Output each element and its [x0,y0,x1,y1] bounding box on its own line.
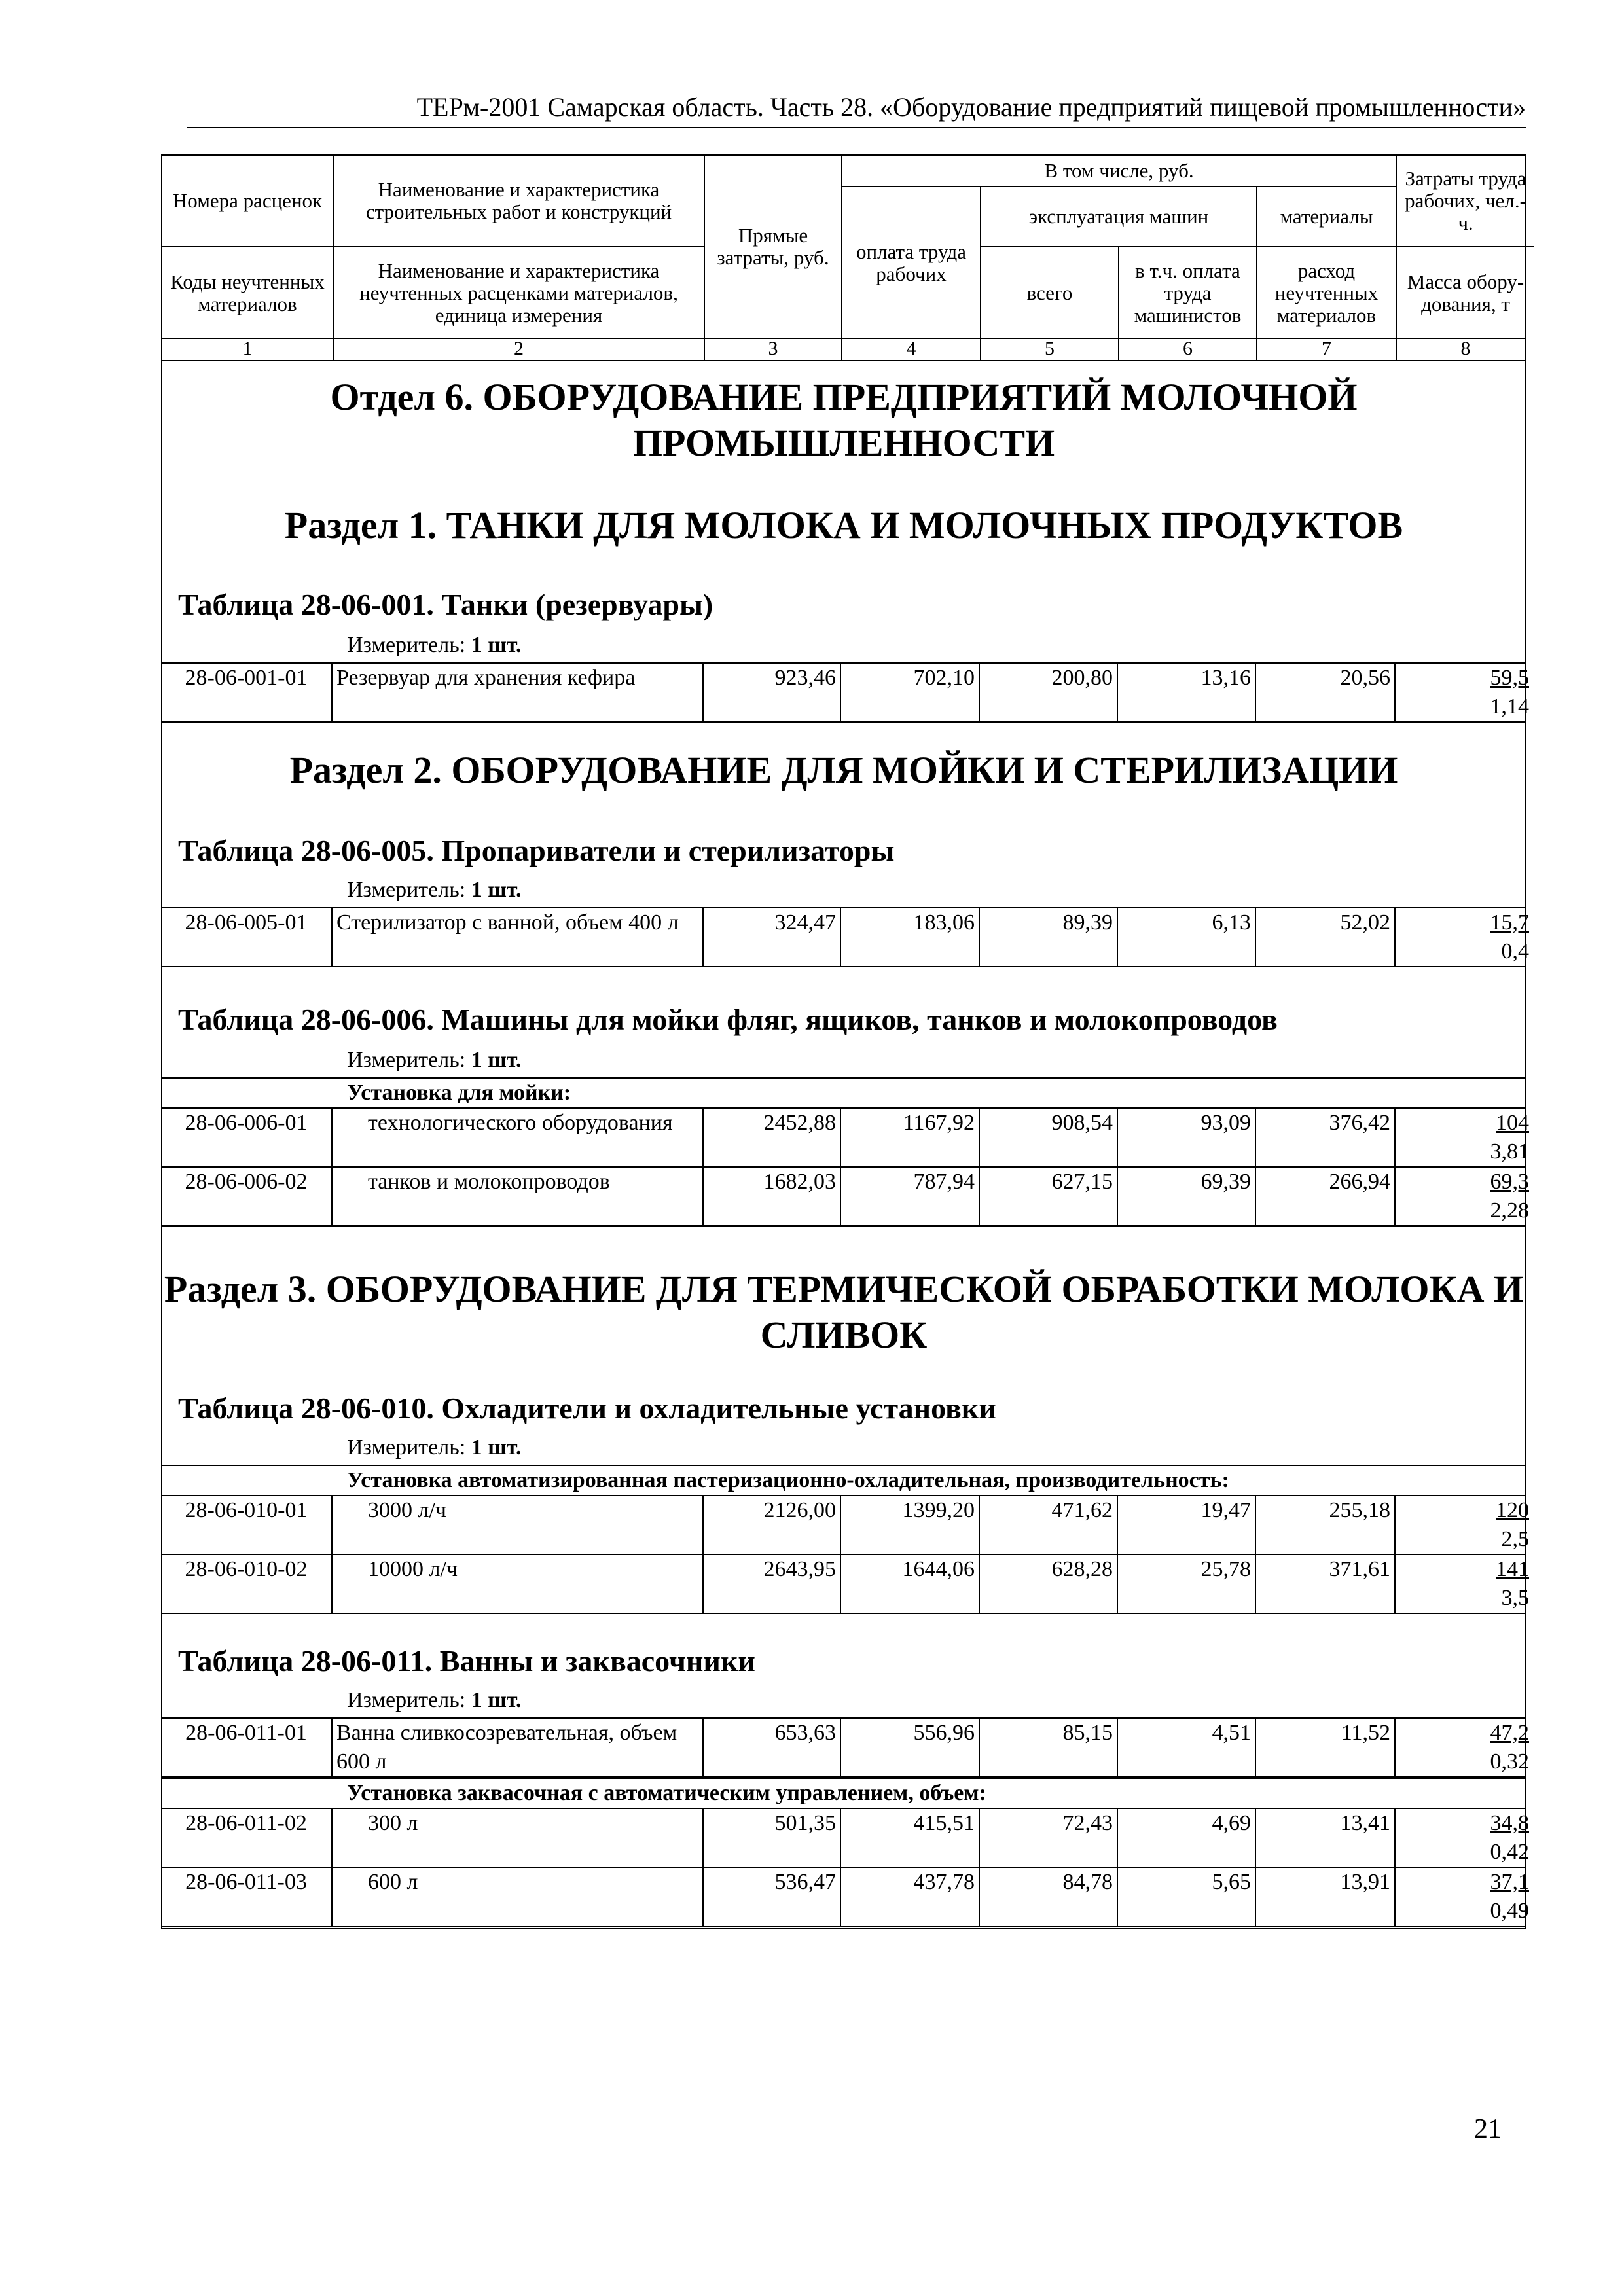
section-1-title: Раздел 1. ТАНКИ ДЛЯ МОЛОКА И МОЛОЧНЫХ ПРОДУКТОВ [284,504,1403,547]
column-number: 7 [1257,338,1397,360]
worker-wages: 1167,92 [841,1109,980,1166]
rate-name: Резервуар для хранения кефира [333,664,704,721]
operator-wages: 6,13 [1118,908,1256,966]
direct-costs: 923,46 [704,664,841,721]
header-work-name: Наименование и характеристика строительных работ и конструкций [334,156,705,247]
direct-costs: 1682,03 [704,1168,841,1225]
table-011-rows [161,1717,1529,1927]
table-011-title: Таблица 28-06-011. Ванны и заквасочники [178,1644,755,1677]
table-row [161,1719,1529,1778]
equipment-mass: 0,49 [1490,1899,1529,1923]
labor-and-mass [1396,1555,1533,1613]
operator-wages: 93,09 [1118,1109,1256,1166]
group-heading: Установка заквасочная с автоматическим управлением, объем: [161,1778,1526,1809]
materials-cost: 266,94 [1256,1168,1396,1225]
header-including: В том числе, руб. [842,156,1397,187]
worker-wages: 556,96 [841,1719,980,1776]
header-labor-costs: Затраты труда рабочих, чел.-ч. [1397,156,1534,247]
direct-costs: 653,63 [704,1719,841,1776]
header-machines-total: всего [981,247,1119,339]
group-heading: Установка для мойки: [161,1079,1526,1109]
machines-total: 908,54 [980,1109,1118,1166]
measure-unit: Измеритель: 1 шт. [347,1435,522,1460]
measure-unit: Измеритель: 1 шт. [347,1688,522,1712]
labor-and-mass [1396,1809,1533,1867]
header-material-codes: Коды неучтенных материалов [162,247,334,339]
header-material-consumption: расход неучтенных материалов [1257,247,1397,339]
header-direct-costs: Прямые затраты, руб. [705,156,842,339]
table-row [161,1168,1529,1225]
rate-name: Ванна сливкосозревательная, объем 600 л [333,1719,704,1776]
worker-wages: 1399,20 [841,1496,980,1554]
rate-code: 28-06-011-01 [161,1719,333,1776]
measure-unit: Измеритель: 1 шт. [347,1048,522,1072]
machines-total: 72,43 [980,1809,1118,1867]
worker-wages: 437,78 [841,1868,980,1926]
rate-code: 28-06-011-03 [161,1868,333,1926]
column-numbers [161,338,1526,361]
header-operator-wages: в т.ч. оплата труда машинистов [1119,247,1257,339]
rate-name: технологического оборудования [333,1109,704,1166]
machines-total: 85,15 [980,1719,1118,1776]
operator-wages: 25,78 [1118,1555,1256,1613]
section-2-title: Раздел 2. ОБОРУДОВАНИЕ ДЛЯ МОЙКИ И СТЕРИЛИЗАЦИИ [289,749,1398,791]
labor-and-mass [1396,664,1533,721]
labor-and-mass [1396,1168,1533,1225]
machines-total: 627,15 [980,1168,1118,1225]
table-005-title: Таблица 28-06-005. Пропариватели и стерилизаторы [178,834,895,867]
rate-code: 28-06-010-02 [161,1555,333,1613]
table-010-rows [161,1465,1529,1614]
operator-wages: 4,51 [1118,1719,1256,1776]
operator-wages: 5,65 [1118,1868,1256,1926]
rate-code: 28-06-010-01 [161,1496,333,1554]
machines-total: 471,62 [980,1496,1118,1554]
table-010-title: Таблица 28-06-010. Охладители и охладительные установки [178,1391,996,1425]
column-number: 8 [1460,338,1471,359]
equipment-mass: 3,81 [1490,1139,1529,1164]
header-worker-wages: оплата труда рабочих [842,187,981,339]
table-header [161,154,1526,339]
column-number: 1 [162,338,334,360]
header-equipment-mass: Масса обору-дования, т [1407,270,1525,315]
machines-total: 200,80 [980,664,1118,721]
equipment-mass: 0,32 [1490,1749,1529,1774]
machines-total: 84,78 [980,1868,1118,1926]
equipment-mass: 0,4 [1501,939,1529,963]
table-006-rows [161,1077,1529,1227]
rate-code: 28-06-011-02 [161,1809,333,1867]
table-row [161,1496,1529,1555]
worker-wages: 1644,06 [841,1555,980,1613]
table-001-title: Таблица 28-06-001. Танки (резервуары) [178,588,713,621]
direct-costs: 536,47 [704,1868,841,1926]
rate-name: танков и молокопроводов [333,1168,704,1225]
rate-name: Стерилизатор с ванной, объем 400 л [333,908,704,966]
column-number: 2 [334,338,705,360]
labor-and-mass [1396,1109,1533,1166]
machines-total: 89,39 [980,908,1118,966]
header-machine-operation: эксплуатация машин [981,187,1257,247]
table-row [161,664,1529,721]
equipment-mass: 3,5 [1501,1586,1529,1610]
measure-unit: Измеритель: 1 шт. [347,633,522,657]
direct-costs: 2126,00 [704,1496,841,1554]
labor-hours: 34,8 [1490,1811,1529,1835]
page-number: 21 [1474,2114,1502,2144]
worker-wages: 415,51 [841,1809,980,1867]
operator-wages: 13,16 [1118,664,1256,721]
header-materials: материалы [1257,187,1397,247]
equipment-mass: 2,28 [1490,1198,1529,1223]
labor-hours: 37,1 [1490,1870,1529,1894]
direct-costs: 2452,88 [704,1109,841,1166]
table-row [161,1109,1529,1168]
rate-code: 28-06-005-01 [161,908,333,966]
equipment-mass: 2,5 [1501,1527,1529,1551]
equipment-mass: 1,14 [1490,694,1529,719]
operator-wages: 19,47 [1118,1496,1256,1554]
table-005-rows [161,907,1529,967]
labor-and-mass [1396,1868,1533,1926]
machines-total: 628,28 [980,1555,1118,1613]
materials-cost: 13,91 [1256,1868,1396,1926]
materials-cost: 13,41 [1256,1809,1396,1867]
rate-name: 300 л [333,1809,704,1867]
direct-costs: 501,35 [704,1809,841,1867]
section-3-title: Раздел 3. ОБОРУДОВАНИЕ ДЛЯ ТЕРМИЧЕСКОЙ ОБРАБОТКИ МОЛОКА И СЛИВОК [164,1268,1524,1356]
direct-costs: 324,47 [704,908,841,966]
rate-code: 28-06-001-01 [161,664,333,721]
running-header: ТЕРм-2001 Самарская область. Часть 28. «Оборудование предприятий пищевой промышленности» [187,92,1526,128]
worker-wages: 183,06 [841,908,980,966]
division-title: Отдел 6. ОБОРУДОВАНИЕ ПРЕДПРИЯТИЙ МОЛОЧНОЙ ПРОМЫШЛЕННОСТИ [330,376,1358,464]
materials-cost: 20,56 [1256,664,1396,721]
column-number: 6 [1119,338,1257,360]
labor-hours: 47,2 [1490,1721,1529,1745]
direct-costs: 2643,95 [704,1555,841,1613]
table-row [161,1868,1529,1926]
labor-and-mass [1396,1719,1533,1776]
materials-cost: 376,42 [1256,1109,1396,1166]
materials-cost: 371,61 [1256,1555,1396,1613]
materials-cost: 11,52 [1256,1719,1396,1776]
materials-cost: 52,02 [1256,908,1396,966]
labor-and-mass [1396,908,1533,966]
labor-hours: 59,5 [1490,666,1529,690]
equipment-mass: 0,42 [1490,1840,1529,1864]
worker-wages: 787,94 [841,1168,980,1225]
rate-name: 10000 л/ч [333,1555,704,1613]
table-row [161,908,1529,966]
worker-wages: 702,10 [841,664,980,721]
measure-unit: Измеритель: 1 шт. [347,878,522,902]
operator-wages: 69,39 [1118,1168,1256,1225]
labor-hours: 120 [1496,1498,1529,1522]
labor-hours: 104 [1496,1111,1529,1135]
materials-cost: 255,18 [1256,1496,1396,1554]
header-material-names: Наименование и характеристика неучтенных расценками материалов, единица измерения [334,247,705,339]
rate-code: 28-06-006-01 [161,1109,333,1166]
table-001-rows [161,662,1529,723]
header-rate-numbers: Номера расценок [162,156,334,247]
table-row [161,1555,1529,1613]
column-number: 3 [705,338,842,360]
table-row [161,1809,1529,1868]
labor-hours: 141 [1496,1557,1529,1581]
rate-name: 600 л [333,1868,704,1926]
rate-name: 3000 л/ч [333,1496,704,1554]
labor-hours: 69,3 [1490,1170,1529,1194]
group-heading: Установка автоматизированная пастеризационно-охладительная, производительность: [161,1466,1526,1496]
table-006-title: Таблица 28-06-006. Машины для мойки фляг, ящиков, танков и молокопроводов [178,1003,1278,1036]
column-number: 5 [981,338,1119,360]
rate-code: 28-06-006-02 [161,1168,333,1225]
labor-and-mass [1396,1496,1533,1554]
labor-hours: 15,7 [1490,910,1529,935]
column-number: 4 [842,338,981,360]
operator-wages: 4,69 [1118,1809,1256,1867]
